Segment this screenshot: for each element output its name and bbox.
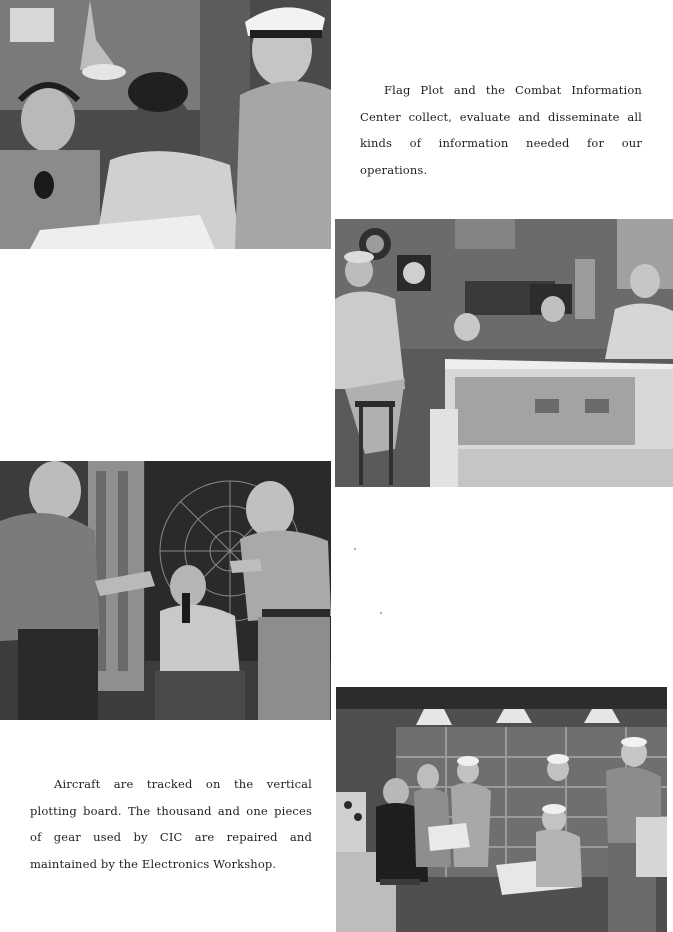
photo-electronics-workshop bbox=[336, 687, 667, 932]
photo-combat-information-center bbox=[335, 219, 673, 487]
caption-flag-plot: Flag Plot and the Combat Information Center collect, evaluate and disseminate all kinds of information needed for our operations. bbox=[360, 83, 642, 177]
caption-aircraft-tracking: Aircraft are tracked on the vertical plotting board. The thousand and one pieces of gear used by CIC are repaired and maintained by the Electronics Workshop. bbox=[30, 777, 312, 871]
cic-photo-graphic bbox=[335, 219, 673, 487]
electronics-workshop-photo-graphic bbox=[336, 687, 667, 932]
photo-vertical-plotting-board bbox=[0, 461, 331, 720]
print-speck bbox=[354, 548, 356, 550]
photo-flag-plot-officers bbox=[0, 0, 331, 249]
plotting-board-photo-graphic bbox=[0, 461, 331, 720]
print-speck bbox=[380, 612, 382, 614]
flag-plot-photo-graphic bbox=[0, 0, 331, 249]
